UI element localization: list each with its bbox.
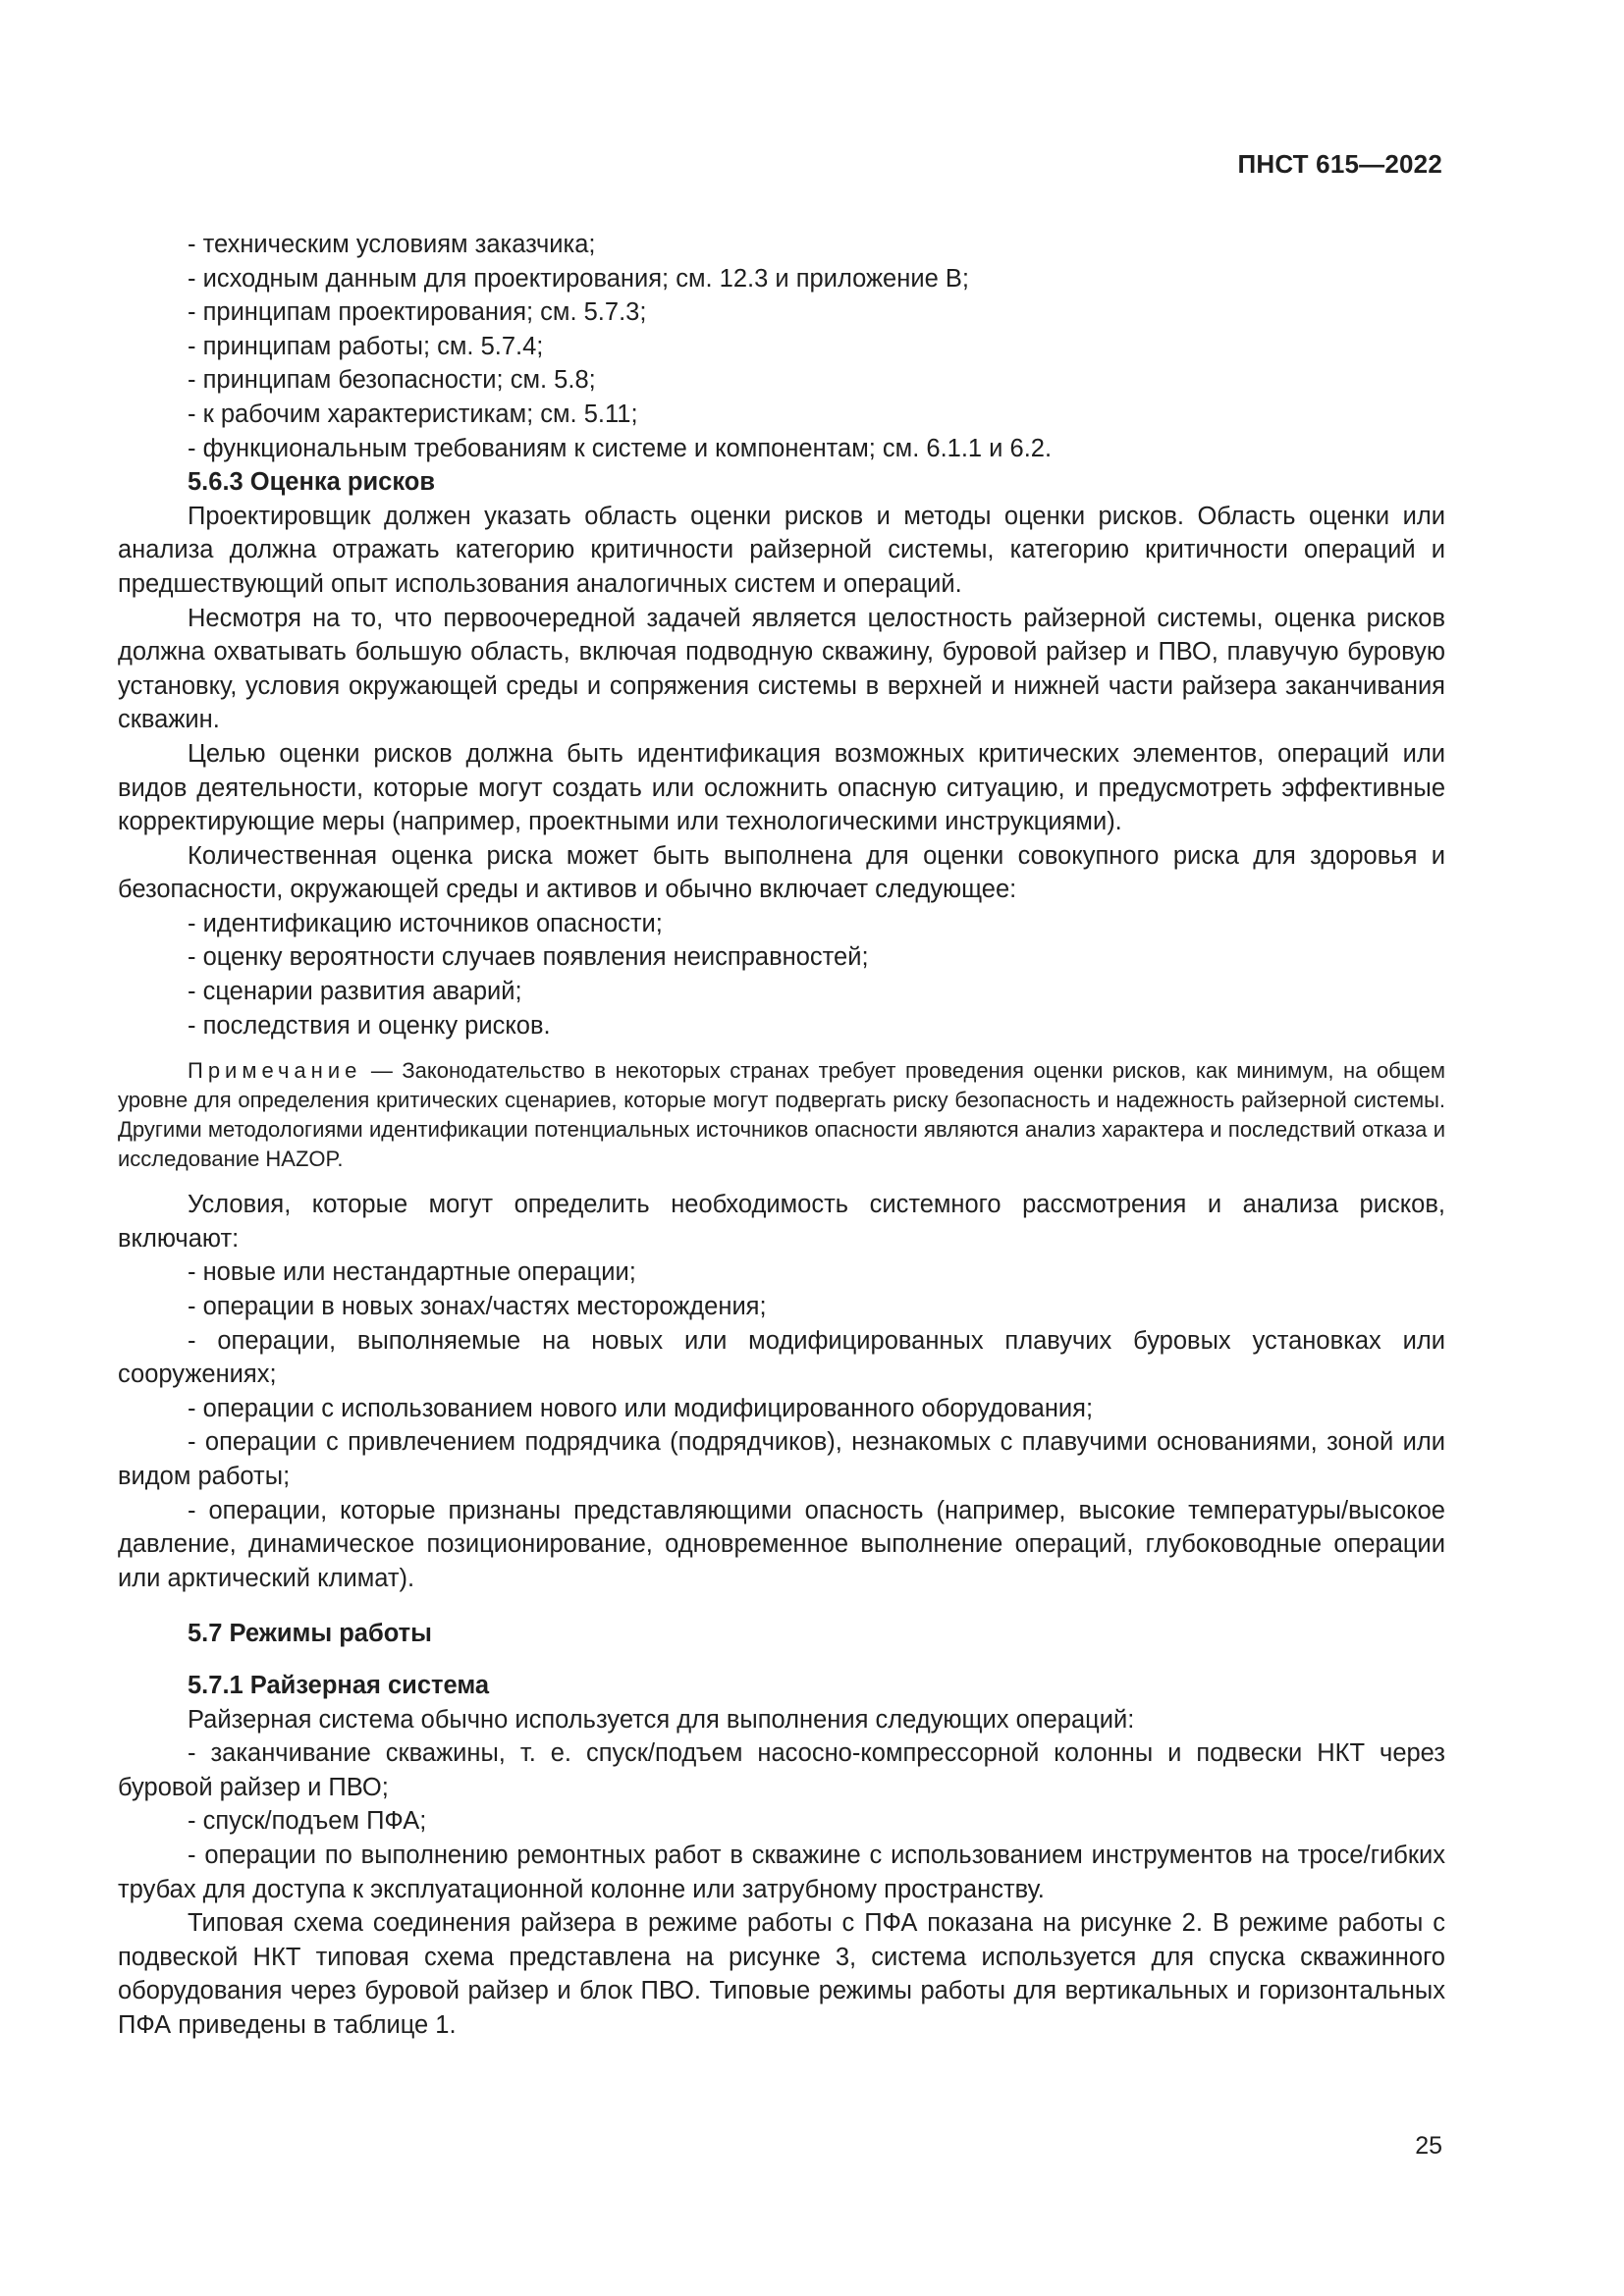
document-body <box>118 228 1445 2043</box>
list-item: - принципам безопасности; см. 5.8; <box>188 366 596 395</box>
list-item: - принципам проектирования; см. 5.7.3; <box>188 298 647 327</box>
list-item: - исходным данным для проектирования; см. 12.3 и приложение В; <box>188 264 969 293</box>
list-item: - функциональным требованиям к системе и компонентам; см. 6.1.1 и 6.2. <box>188 434 1053 462</box>
list-item: - последствия и оценку рисков. <box>188 1011 551 1040</box>
list-item: - принципам работы; см. 5.7.4; <box>188 332 544 360</box>
paragraph: Условия, которые могут определить необходимость системного рассмотрения и анализа рисков, включают: <box>118 1191 1445 1253</box>
note-text: — Законодательство в некоторых странах требует проведения оценки рисков, как минимум, на общем уровне для определения критических сценариев, которые могут подвергать риску безопасность и надежность райзерной системы. Другими методологиями идентификации потенциальных источников опасности являются анализ характера и последствий отказа и исследование HAZOP. <box>118 1058 1445 1172</box>
list-item: - к рабочим характеристикам; см. 5.11; <box>188 400 638 428</box>
paragraph: Типовая схема соединения райзера в режиме работы с ПФА показана на рисунке 2. В режиме работы с подвеской НКТ типовая схема представлена на рисунке 3, система используется для спуска скважинного оборудования через буровой райзер и блок ПВО. Типовые режимы работы для вертикальных и горизонтальных ПФА приведены в таблице 1. <box>118 1909 1445 2039</box>
list-item: - новые или нестандартные операции; <box>188 1258 636 1287</box>
list-item: - операции в новых зонах/частях месторождения; <box>188 1293 767 1321</box>
list-item: - оценку вероятности случаев появления неисправностей; <box>188 943 869 972</box>
list-item: - операции с использованием нового или модифицированного оборудования; <box>188 1394 1094 1422</box>
paragraph: Количественная оценка риска может быть выполнена для оценки совокупного риска для здоровья и безопасности, окружающей среды и активов и обычно включает следующее: <box>118 841 1445 904</box>
page-header-code: ПНСТ 615—2022 <box>1237 149 1442 179</box>
page-number: 25 <box>1415 2132 1442 2160</box>
section-heading-5-7: 5.7 Режимы работы <box>188 1620 432 1648</box>
list-item: - сценарии развития аварий; <box>188 978 522 1006</box>
list-item: - операции, выполняемые на новых или модифицированных плавучих буровых установках или сооружениях; <box>118 1326 1445 1389</box>
list-item: - техническим условиям заказчика; <box>188 231 596 258</box>
list-item: - операции, которые признаны представляющими опасность (например, высокие температуры/высокое давление, динамическое позиционирование, одновременное выполнение операций, глубоководные операции или арктический климат). <box>118 1496 1445 1592</box>
list-item: - спуск/подъем ПФА; <box>188 1807 427 1836</box>
paragraph: Целью оценки рисков должна быть идентификация возможных критических элементов, операций или видов деятельности, которые могут создать или осложнить опасную ситуацию, и предусмотреть эффективные корректирующие меры (например, проектными или технологическими инструкциями). <box>118 739 1445 836</box>
note-label: Примечание <box>188 1058 362 1084</box>
list-item: - операции с привлечением подрядчика (подрядчиков), незнакомых с плавучими основаниями, зоной или видом работы; <box>118 1428 1445 1490</box>
section-heading-5-6-3: 5.6.3 Оценка рисков <box>188 468 436 497</box>
note <box>118 1056 1445 1174</box>
list-item: - операции по выполнению ремонтных работ в скважине с использованием инструментов на тросе/гибких трубах для доступа к эксплуатационной колонне или затрубному пространству. <box>118 1841 1445 1903</box>
paragraph: Проектировщик должен указать область оценки рисков и методы оценки рисков. Область оценки или анализа должна отражать категорию критичности райзерной системы, категорию критичности операций и предшествующий опыт использования аналогичных систем и операций. <box>118 502 1445 598</box>
list-item: - заканчивание скважины, т. е. спуск/подъем насосно-компрессорной колонны и подвески НКТ через буровой райзер и ПВО; <box>118 1739 1445 1801</box>
paragraph: Несмотря на то, что первоочередной задачей является целостность райзерной системы, оценка рисков должна охватывать большую область, включая подводную скважину, буровой райзер и ПВО, плавучую буровую установку, условия окружающей среды и сопряжения системы в верхней и нижней части райзера заканчивания скважин. <box>118 604 1445 734</box>
paragraph: Райзерная система обычно используется для выполнения следующих операций: <box>188 1705 1135 1734</box>
section-heading-5-7-1: 5.7.1 Райзерная система <box>188 1671 490 1699</box>
list-item: - идентификацию источников опасности; <box>188 909 663 937</box>
